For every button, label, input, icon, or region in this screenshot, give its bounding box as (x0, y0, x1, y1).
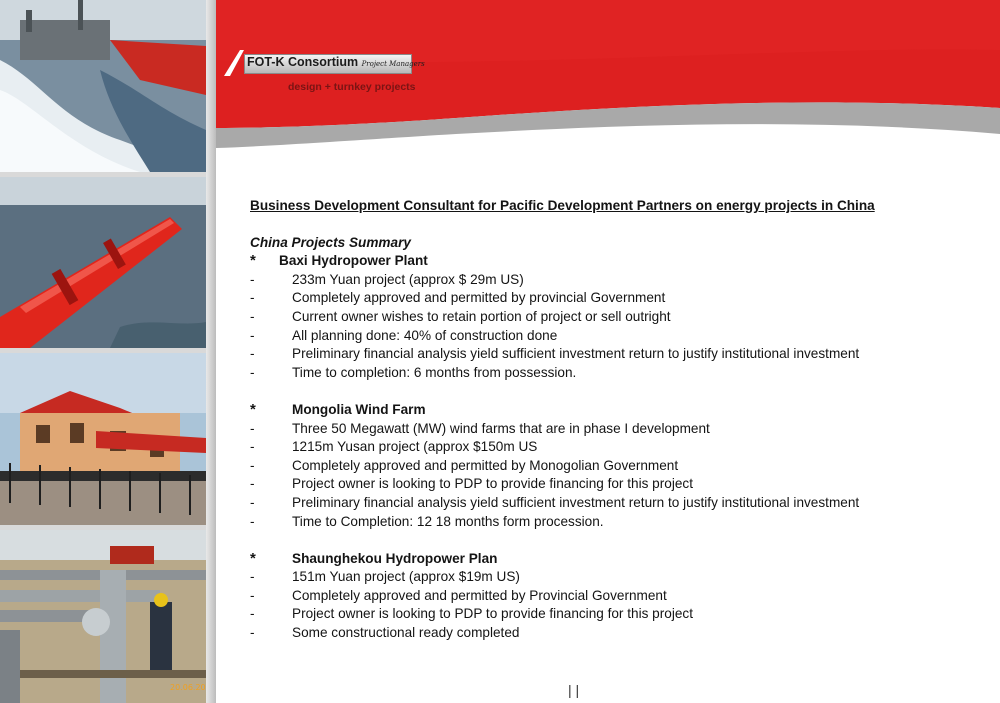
section-heading (250, 252, 990, 271)
photo-red-pipe-sea (0, 177, 206, 348)
spacer (250, 382, 990, 401)
list-item: - Preliminary financial analysis yield sufficient investment return to justify institutional investment (250, 346, 860, 362)
list-item: - Project owner is looking to PDP to provide financing for this project (250, 476, 693, 492)
section-heading (250, 550, 990, 569)
list-item: - Current owner wishes to retain portion of project or sell outright (250, 308, 671, 324)
photo-villa (0, 353, 206, 525)
bullet-star: * (250, 400, 256, 418)
list-item: - Time to Completion: 12 18 months form procession. (250, 513, 604, 529)
page-number: | | (568, 682, 580, 698)
photo-date-stamp: 20.06.20 (170, 683, 206, 692)
list-item: - Completely approved and permitted by provincial Government (250, 290, 666, 306)
list-item: - Time to completion: 6 months from possession. (250, 364, 577, 380)
list-item: - All planning done: 40% of construction done (250, 327, 558, 343)
document-body (250, 197, 990, 643)
section-heading (250, 401, 990, 420)
section-heading-text: Shaunghekou Hydropower Plan (292, 550, 498, 566)
spacer (250, 531, 990, 550)
list-item: - Project owner is looking to PDP to provide financing for this project (250, 606, 693, 622)
list-item: - Completely approved and permitted by Provincial Government (250, 587, 667, 603)
logo-title-suffix: Project Managers (361, 60, 425, 68)
list-item: - 233m Yuan project (approx $ 29m US) (250, 271, 524, 287)
photo-boat-waves (0, 0, 206, 172)
list-item: - Three 50 Megawatt (MW) wind farms that are in phase I development (250, 420, 710, 436)
list-item: - 151m Yuan project (approx $19m US) (250, 569, 520, 585)
logo-subtitle: design + turnkey projects (288, 81, 416, 93)
photo-industrial-pipes (0, 530, 206, 703)
logo-title: FOT-K Consortium Project Managers (247, 55, 425, 69)
list-item: - Preliminary financial analysis yield sufficient investment return to justify institutional investment (250, 494, 860, 510)
list-item: - Completely approved and permitted by Monogolian Government (250, 457, 679, 473)
document-title: Business Development Consultant for Pacific Development Partners on energy projects in China (250, 198, 875, 213)
section-heading-text: Mongolia Wind Farm (292, 401, 426, 417)
list-item: - Some constructional ready completed (250, 625, 520, 641)
strip-edge (206, 0, 216, 703)
summary-title: China Projects Summary (250, 234, 411, 250)
photo-strip (0, 0, 216, 703)
company-logo (222, 48, 425, 98)
bullet-star: * (250, 252, 256, 270)
bullet-star: * (250, 549, 256, 567)
list-item: - 1215m Yusan project (approx $150m US (250, 439, 538, 455)
section-heading-text: Baxi Hydropower Plant (279, 253, 428, 269)
